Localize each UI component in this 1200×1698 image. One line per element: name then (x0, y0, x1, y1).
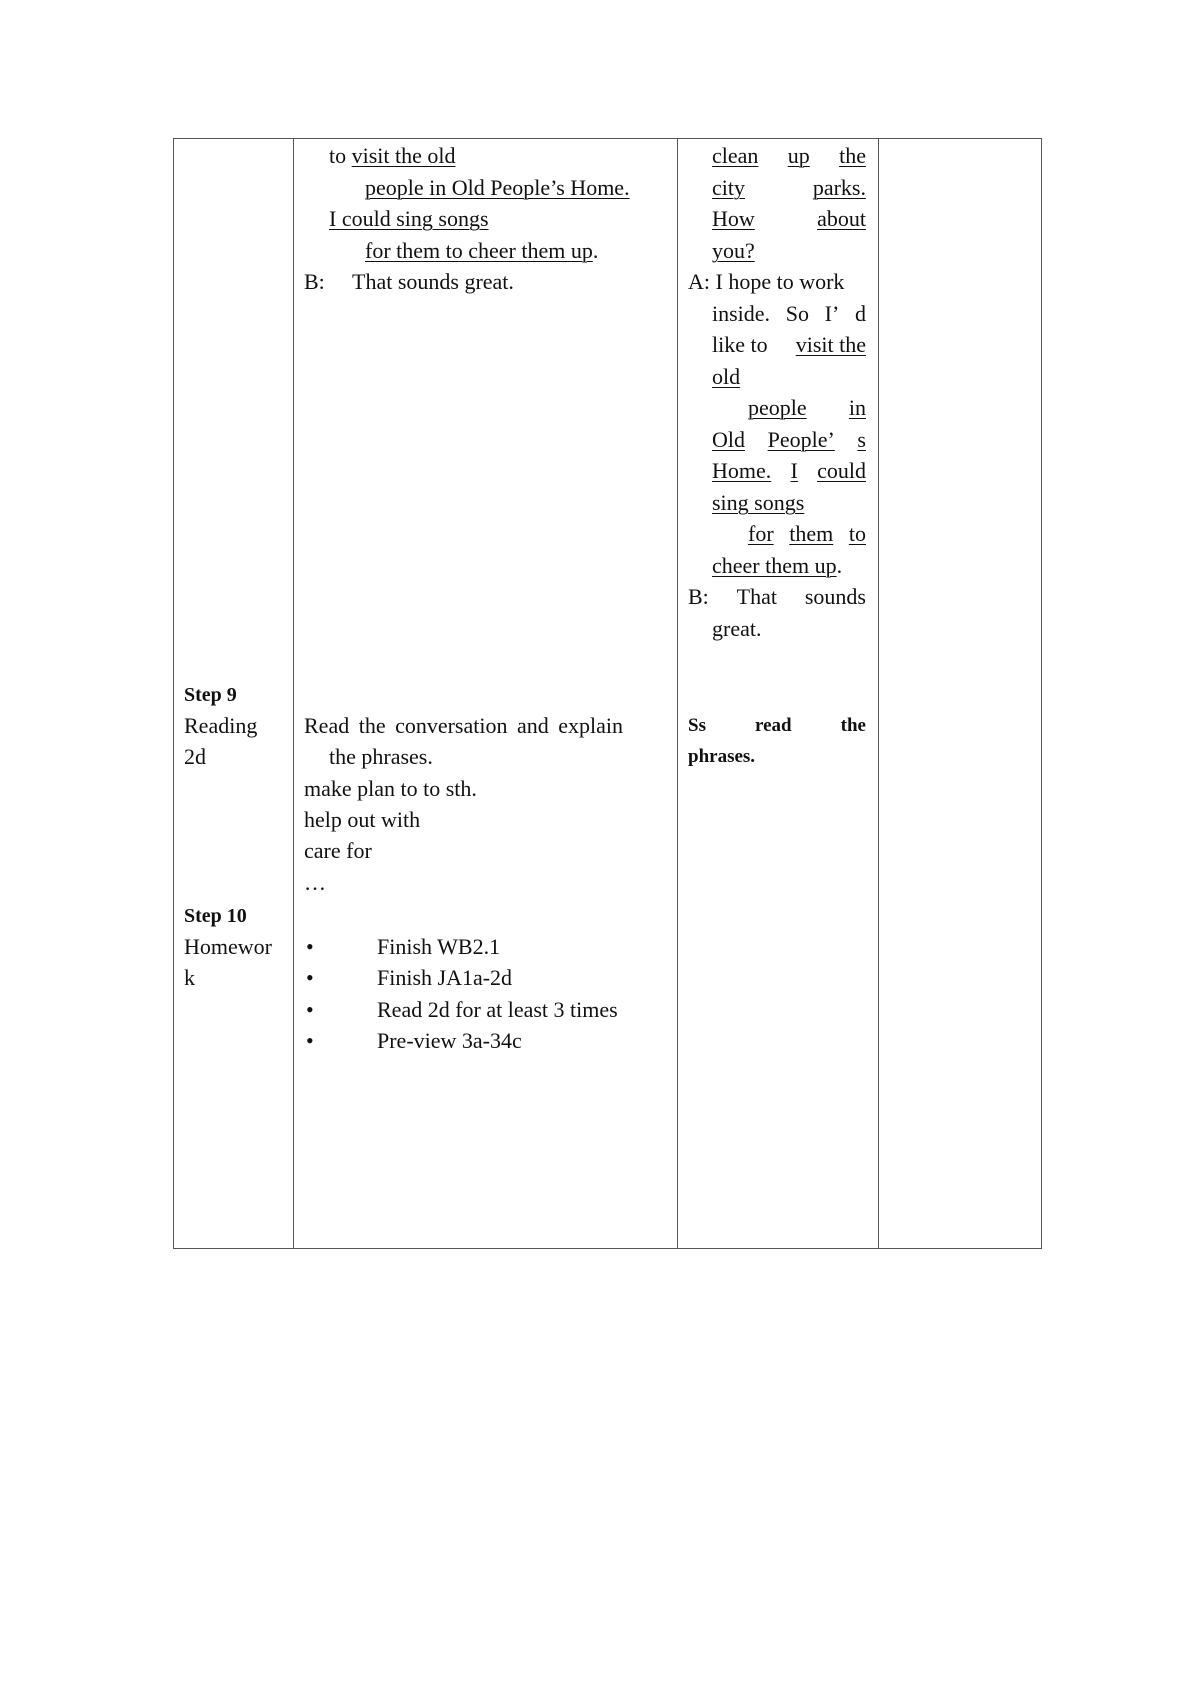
lesson-table (173, 138, 1042, 1248)
dialogue-line: I could sing songs (329, 206, 489, 231)
table-top-border (173, 138, 1042, 139)
table-bottom-border (173, 1248, 1042, 1249)
step10-label: Step 10 (184, 905, 247, 927)
col-border-left (173, 138, 174, 1248)
student-line: like to visit the (712, 332, 866, 357)
dialogue-line: That sounds great. (352, 269, 514, 294)
student-line: for them to (748, 521, 866, 546)
step9-title-cont: 2d (184, 744, 206, 769)
step10-title-cont: k (184, 965, 195, 990)
bullet-icon: • (306, 997, 314, 1022)
col-border-2 (677, 138, 678, 1248)
student-line: you? (712, 238, 755, 263)
student-line: How about (712, 206, 866, 231)
student-line: B: That sounds (688, 584, 866, 609)
student-reading-activity: Ss read the (688, 715, 866, 736)
student-line: people in (748, 395, 866, 420)
reading-instruction: Read the conversation and explain (304, 713, 624, 738)
student-line: old (712, 364, 741, 389)
step9-label: Step 9 (184, 684, 237, 706)
student-line: sing songs (712, 490, 805, 515)
col-border-1 (293, 138, 294, 1248)
student-line: cheer them up. (712, 553, 843, 578)
student-line: inside. So I’ d (712, 301, 866, 326)
dialogue-line: for them to cheer them up. (365, 238, 599, 263)
student-line: clean up the (712, 143, 866, 168)
homework-item: Finish WB2.1 (377, 934, 501, 959)
bullet-icon: • (306, 1028, 314, 1053)
student-line: Old People’ s (712, 427, 866, 452)
bullet-icon: • (306, 934, 314, 959)
col-border-3 (878, 138, 879, 1248)
dialogue-line: people in Old People’s Home. (365, 175, 630, 200)
homework-item: Finish JA1a-2d (377, 965, 513, 990)
student-line: A: I hope to work (688, 269, 845, 294)
homework-item: Pre-view 3a-34c (377, 1028, 522, 1053)
student-reading-activity-cont: phrases. (688, 746, 756, 767)
student-line: city parks. (712, 175, 866, 200)
step9-title: Reading (184, 713, 258, 738)
phrase-item: help out with (304, 807, 421, 832)
col-border-right (1041, 138, 1042, 1248)
homework-item: Read 2d for at least 3 times (377, 997, 618, 1022)
bullet-icon: • (306, 965, 314, 990)
student-line: great. (712, 616, 762, 641)
reading-instruction-cont: the phrases. (329, 744, 433, 769)
dialogue-speaker-b: B: (304, 269, 325, 294)
dialogue-line: to visit the old (329, 143, 456, 168)
phrase-item: care for (304, 838, 372, 863)
phrase-item: make plan to to sth. (304, 776, 477, 801)
student-line: Home. I could (712, 458, 866, 483)
step10-title: Homewor (184, 934, 272, 959)
phrase-ellipsis: … (304, 870, 326, 895)
